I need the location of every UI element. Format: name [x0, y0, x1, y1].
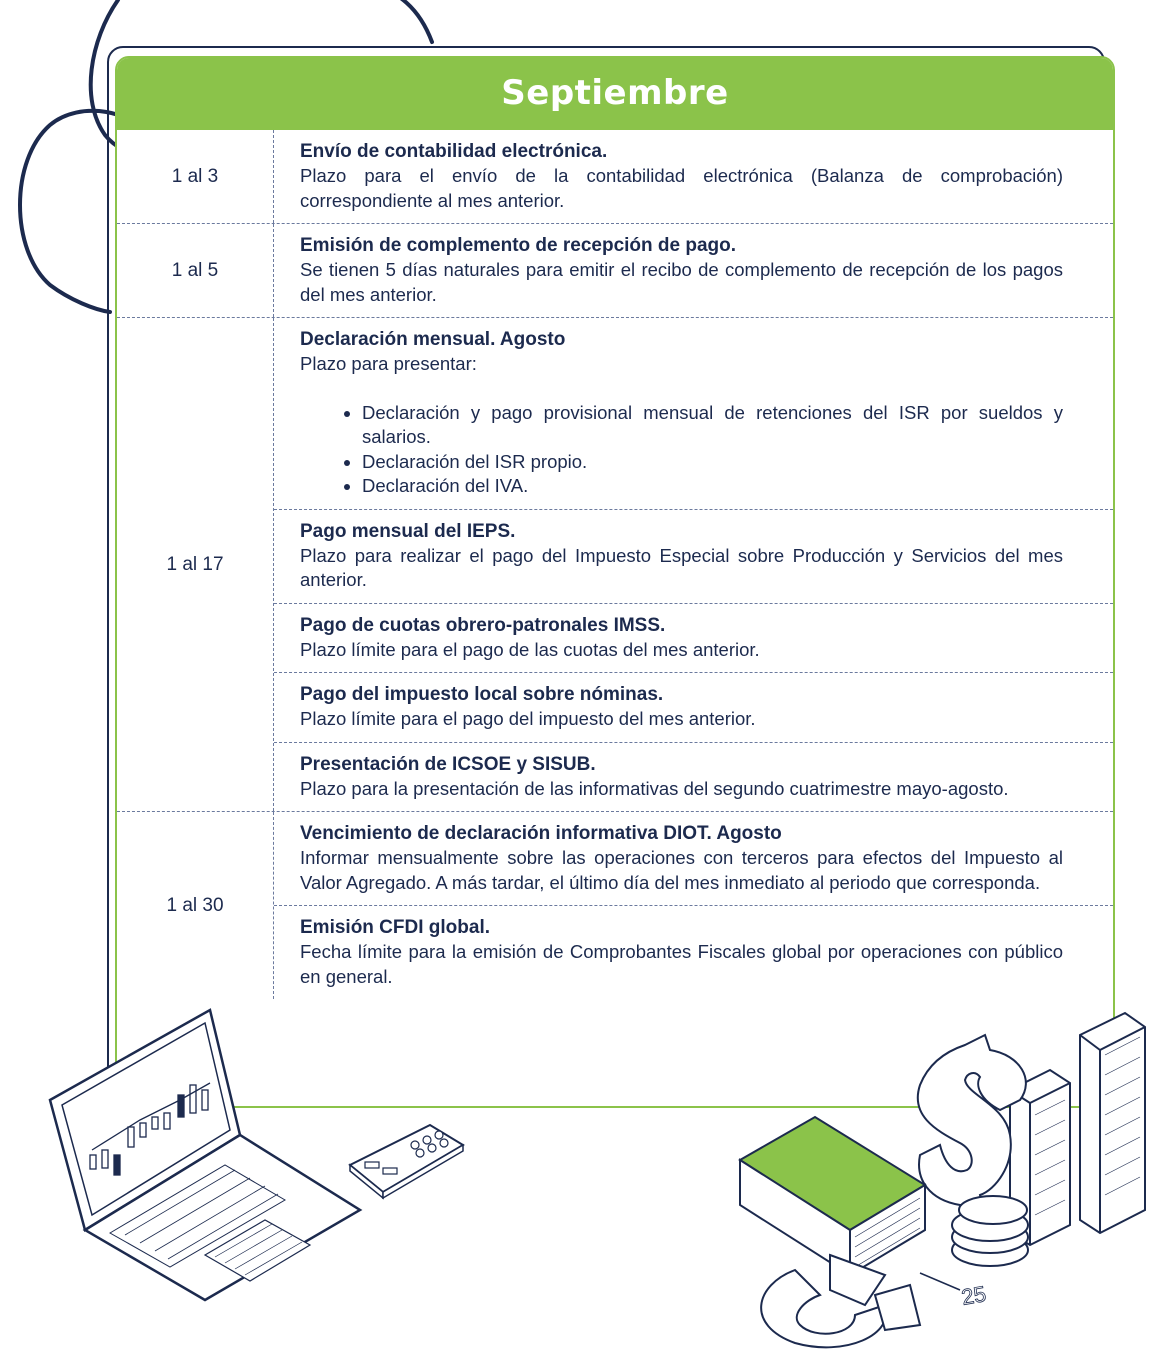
month-header — [117, 58, 1113, 130]
coin-number-label: 25 — [959, 1281, 988, 1310]
obligation-description: Plazo límite para el pago de las cuotas del mes anterior. — [300, 638, 760, 660]
obligation-title: Pago de cuotas obrero-patronales IMSS. — [300, 614, 666, 636]
date-range: 1 al 3 — [117, 130, 274, 223]
obligation-description: Plazo para presentar: — [300, 353, 477, 374]
obligation-title: Presentación de ICSOE y SISUB. — [300, 753, 596, 775]
obligation-item — [274, 509, 1113, 603]
obligation-description: Plazo para la presentación de las informativas del segundo cuatrimestre mayo-agosto. — [300, 777, 1009, 799]
bullet-item: • Declaración y pago provisional mensual de retenciones del ISR por sueldos y salarios. — [362, 401, 1063, 450]
finance-illustration — [735, 1005, 1160, 1360]
obligation-bullets — [300, 401, 1063, 499]
obligation-title: Declaración mensual. Agosto — [300, 329, 566, 350]
deadline-table — [117, 130, 1113, 999]
obligation-title: Pago mensual del IEPS. — [300, 520, 516, 542]
obligation-title: Envío de contabilidad electrónica. — [300, 141, 608, 162]
obligation-item — [274, 130, 1113, 223]
obligation-description: Fecha límite para la emisión de Comprobantes Fiscales global por operaciones con público en general. — [300, 941, 1063, 987]
obligation-item — [274, 812, 1113, 905]
obligations-list — [274, 812, 1113, 999]
table-row — [117, 223, 1113, 317]
bullet-item: • Declaración del ISR propio. — [362, 450, 1063, 475]
bullet-item: • Declaración del IVA. — [362, 474, 1063, 499]
obligation-item — [274, 603, 1113, 673]
obligation-item — [274, 318, 1113, 509]
obligation-description: Plazo límite para el pago del impuesto del mes anterior. — [300, 708, 756, 729]
obligation-description: Informar mensualmente sobre las operaciones con terceros para efectos del Impuesto al Valor Agregado. A más tardar, el último día del mes inmediato al periodo que corresponda. — [300, 847, 1063, 893]
obligation-title: Pago del impuesto local sobre nóminas. — [300, 684, 664, 705]
date-range: 1 al 30 — [117, 812, 274, 999]
month-title: Septiembre — [501, 73, 729, 113]
obligations-list — [274, 318, 1113, 811]
obligation-item — [274, 905, 1113, 999]
date-range: 1 al 5 — [117, 224, 274, 317]
obligation-title: Emisión CFDI global. — [300, 917, 491, 938]
obligation-description: Plazo para realizar el pago del Impuesto Especial sobre Producción y Servicios del mes anterior. — [300, 544, 1063, 590]
obligation-item — [274, 742, 1113, 812]
date-range: 1 al 17 — [117, 318, 274, 811]
table-row — [117, 130, 1113, 223]
obligation-title: Emisión de complemento de recepción de pago. — [300, 235, 737, 256]
phone-illustration — [345, 1120, 470, 1205]
obligation-item — [274, 672, 1113, 742]
obligation-description: Se tienen 5 días naturales para emitir el recibo de complemento de recepción de los pagos del mes anterior. — [300, 259, 1063, 305]
obligation-item — [274, 224, 1113, 317]
table-row — [117, 317, 1113, 811]
laptop-illustration — [40, 1005, 370, 1305]
obligation-description: Plazo para el envío de la contabilidad electrónica (Balanza de comprobación) correspondiente al mes anterior. — [300, 165, 1063, 211]
obligation-title: Vencimiento de declaración informativa DIOT. Agosto — [300, 823, 782, 844]
obligations-list — [274, 130, 1113, 223]
obligations-list — [274, 224, 1113, 317]
calendar-card — [115, 56, 1115, 1108]
table-row — [117, 811, 1113, 999]
